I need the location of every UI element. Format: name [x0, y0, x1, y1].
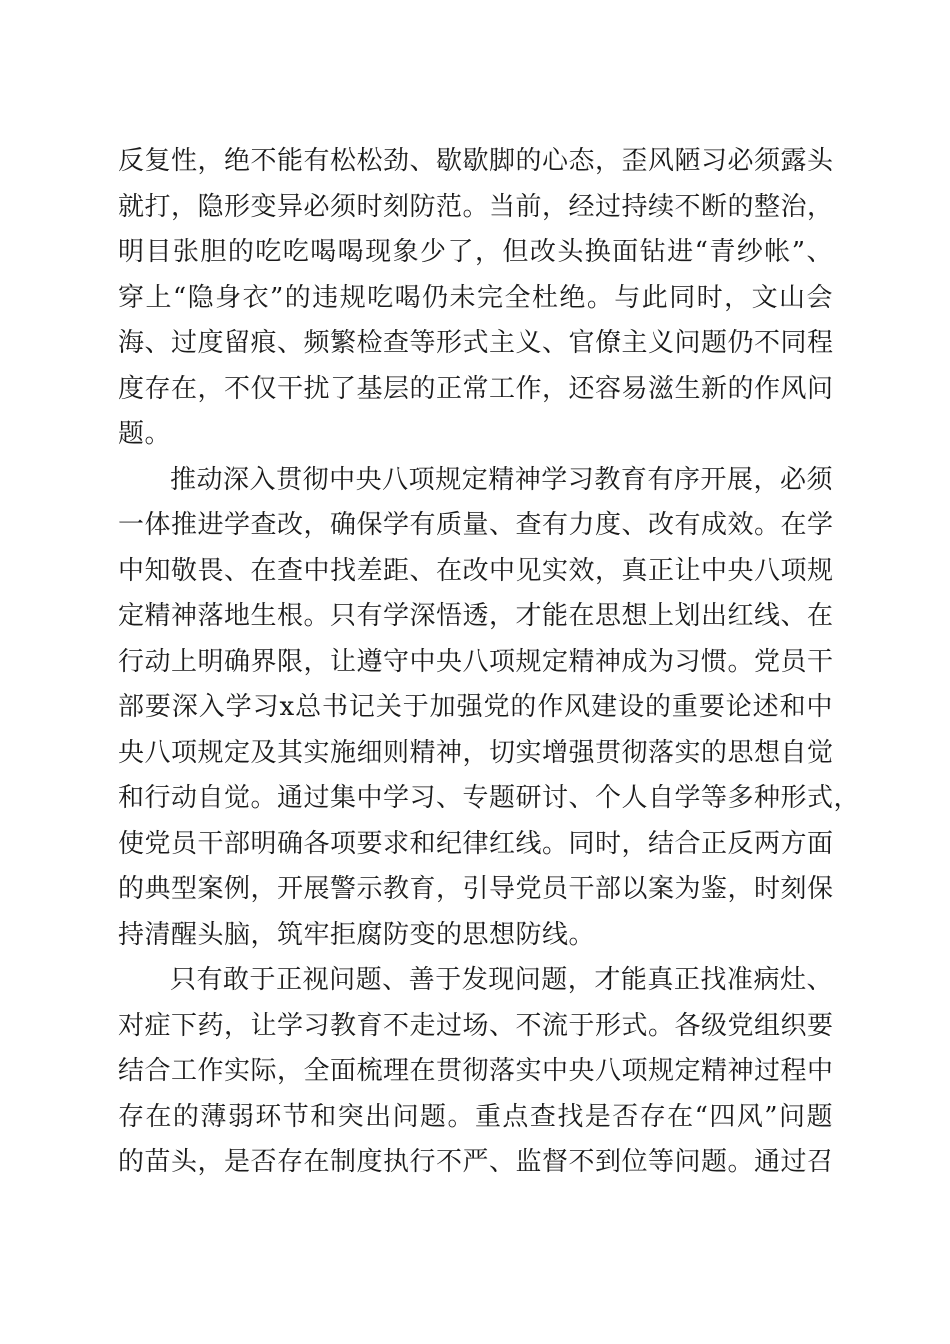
paragraph-2-line-9: 使党员干部明确各项要求和纪律红线。同时，结合正反两方面 — [118, 828, 834, 859]
paragraph-3-line-1: 只有敢于正视问题、善于发现问题，才能真正找准病灶、 — [170, 965, 833, 995]
paragraph-3-line-5: 的苗头，是否存在制度执行不严、监督不到位等问题。通过召 — [118, 1147, 834, 1177]
paragraph-1-line-1: 反复性，绝不能有松松劲、歇歇脚的心态，歪风陋习必须露头 — [118, 146, 834, 176]
paragraph-2-line-11: 持清醒头脑，筑牢拒腐防变的思想防线。 — [118, 919, 596, 950]
paragraph-2-line-4: 定精神落地生根。只有学深悟透，才能在思想上划出红线、在 — [118, 601, 834, 631]
paragraph-2-line-1: 推动深入贯彻中央八项规定精神学习教育有序开展，必须 — [170, 464, 833, 495]
paragraph-1-line-5: 海、过度留痕、频繁检查等形式主义、官僚主义问题仍不同程 — [118, 328, 834, 358]
paragraph-1-line-7: 题。 — [118, 419, 172, 449]
paragraph-1-line-6: 度存在，不仅干扰了基层的正常工作，还容易滋生新的作风问 — [118, 373, 834, 404]
paragraph-1-line-3: 明目张胆的吃吃喝喝现象少了，但改头换面钻进“青纱帐”、 — [118, 237, 833, 267]
paragraph-3-line-2: 对症下药，让学习教育不走过场、不流于形式。各级党组织要 — [118, 1010, 834, 1041]
body-text — [118, 139, 861, 1186]
paragraph-2-line-5: 行动上明确界限，让遵守中央八项规定精神成为习惯。党员干 — [118, 646, 834, 677]
paragraph-1-line-2: 就打，隐形变异必须时刻防范。当前，经过持续不断的整治， — [118, 191, 834, 222]
paragraph-2-line-10: 的典型案例，开展警示教育，引导党员干部以案为鉴，时刻保 — [118, 874, 834, 904]
paragraph-1-line-4: 穿上“隐身衣”的违规吃喝仍未完全杜绝。与此同时，文山会 — [118, 282, 833, 313]
paragraph-2-line-6: 部要深入学习x总书记关于加强党的作风建设的重要论述和中 — [118, 692, 833, 722]
paragraph-3-line-4: 存在的薄弱环节和突出问题。重点查找是否存在“四风”问题 — [118, 1101, 833, 1132]
paragraph-2-line-2: 一体推进学查改，确保学有质量、查有力度、改有成效。在学 — [118, 510, 834, 540]
paragraph-2-line-3: 中知敬畏、在查中找差距、在改中见实效，真正让中央八项规 — [118, 555, 834, 586]
paragraph-2-line-7: 央八项规定及其实施细则精神，切实增强贯彻落实的思想自觉 — [118, 737, 834, 768]
paragraph-2-line-8: 和行动自觉。通过集中学习、专题研讨、个人自学等多种形式， — [118, 783, 861, 813]
paragraph-3-line-3: 结合工作实际，全面梳理在贯彻落实中央八项规定精神过程中 — [118, 1056, 834, 1086]
